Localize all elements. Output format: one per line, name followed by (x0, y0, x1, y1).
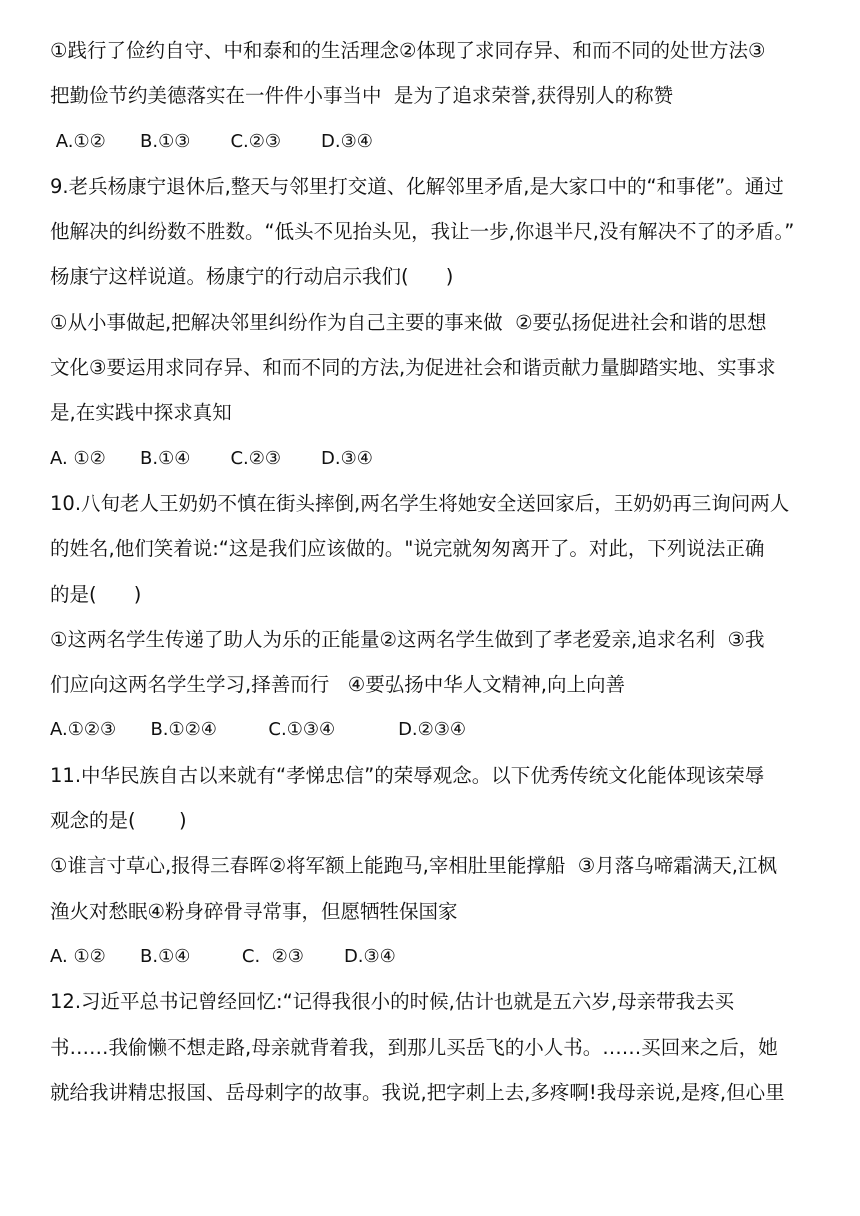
text-line: 把勤俭节约美德落实在一件件小事当中 是为了追求荣誉,获得别人的称赞 (50, 84, 674, 108)
text-line: ①这两名学生传递了助人为乐的正能量②这两名学生做到了孝老爱亲,追求名利 ③我 (50, 627, 765, 651)
document-page (50, 28, 810, 1115)
text-line: ①从小事做起,把解决邻里纠纷作为自己主要的事来做 ②要弘扬促进社会和谐的思想 (50, 310, 767, 334)
text-line: ①践行了俭约自守、中和泰和的生活理念②体现了求同存异、和而不同的处世方法③ (50, 39, 766, 62)
answer-options: A. ①② B.①④ C.②③ D.③④ (50, 447, 373, 469)
text-line: 就给我讲精忠报国、岳母刺字的故事。我说,把字刺上去,多疼啊!我母亲说,是疼,但心里 (50, 1080, 785, 1104)
question-12: 12.习近平总书记曾经回忆:“记得我很小的时候,估计也就是五六岁,母亲带我去买 (50, 990, 735, 1014)
text-line: 杨康宁这样说道。杨康宁的行动启示我们( ) (50, 265, 454, 289)
text-line: 观念的是( ) (50, 809, 187, 833)
answer-options: A.①② B.①③ C.②③ D.③④ (50, 130, 373, 152)
question-11: 11.中华民族自古以来就有“孝悌忠信”的荣辱观念。以下优秀传统文化能体现该荣辱 (50, 763, 765, 787)
answer-options: A.①②③ B.①②④ C.①③④ D.②③④ (50, 719, 467, 741)
text-line: 书……我偷懒不想走路,母亲就背着我，到那儿买岳飞的小人书。……买回来之后，她 (50, 1035, 778, 1059)
text-line: 是,在实践中探求真知 (50, 401, 232, 425)
text-line: 文化③要运用求同存异、和而不同的方法,为促进社会和谐贡献力量脚踏实地、实事求 (50, 356, 776, 380)
text-line: 他解决的纠纷数不胜数。“低头不见抬头见，我让一步,你退半尺,没有解决不了的矛盾。” (50, 220, 795, 244)
text-line: 渔火对愁眠④粉身碎骨寻常事，但愿牺牲保国家 (50, 899, 458, 923)
text-line: 的姓名,他们笑着说:“这是我们应该做的。"说完就匆匆离开了。对此，下列说法正确 (50, 537, 765, 561)
text-line: ①谁言寸草心,报得三春晖②将军额上能跑马,宰相肚里能撑船 ③月落乌啼霜满天,江枫 (50, 854, 777, 878)
question-9: 9.老兵杨康宁退休后,整天与邻里打交道、化解邻里矛盾,是大家口中的“和事佬”。通过 (50, 174, 784, 198)
text-line: 们应向这两名学生学习,择善而行 ④要弘扬中华人文精神,向上向善 (50, 673, 625, 697)
answer-options: A. ①② B.①④ C. ②③ D.③④ (50, 945, 396, 967)
text-line: 的是( ) (50, 582, 142, 606)
question-10: 10.八旬老人王奶奶不慎在街头摔倒,两名学生将她安全送回家后，王奶奶再三询问两人 (50, 491, 790, 515)
